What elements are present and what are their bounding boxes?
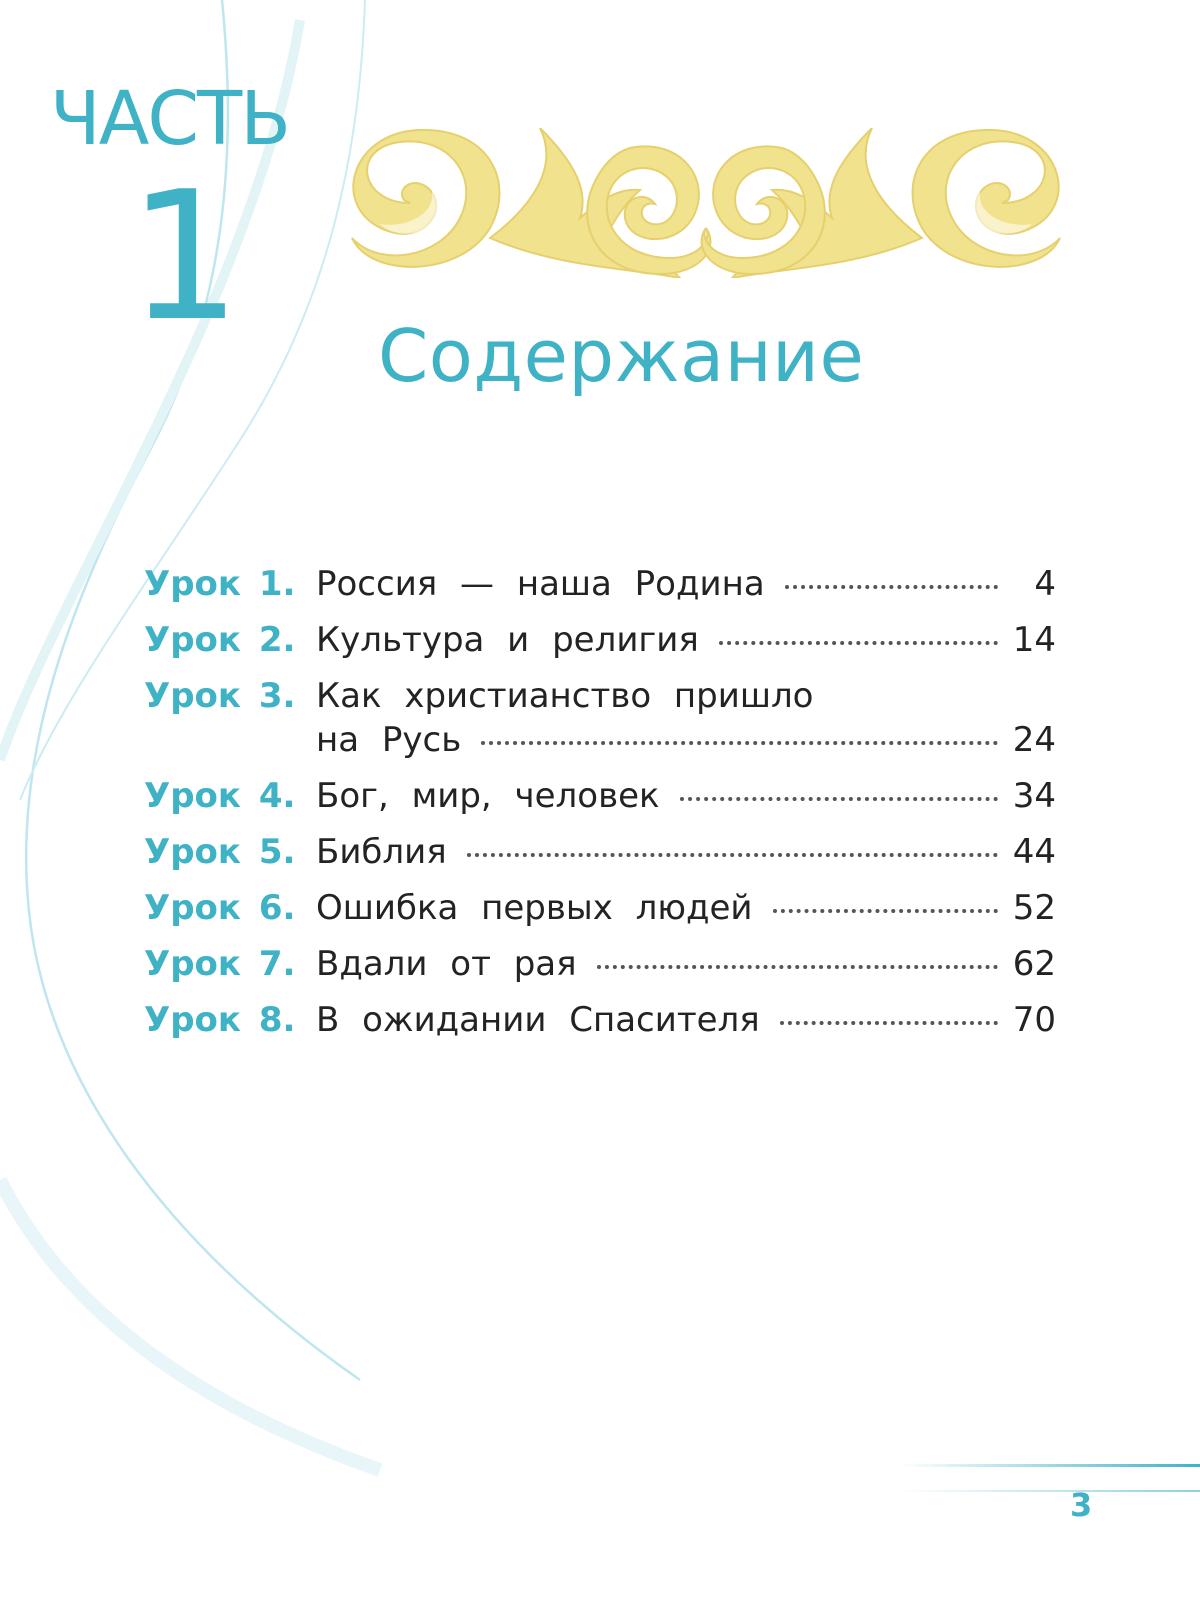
toc-lesson-label: Урок 5.: [144, 832, 296, 872]
part-number: 1: [128, 153, 242, 360]
toc-lesson-title: В ожидании Спасителя: [316, 1000, 760, 1040]
toc-page-number: 52: [1012, 888, 1056, 928]
toc-lesson-title: Библия: [316, 832, 447, 872]
toc-entry[interactable]: [144, 618, 1056, 662]
toc-dot-leader: [780, 1021, 998, 1025]
toc-lesson-label: Урок 1.: [144, 564, 296, 604]
toc-dot-leader: [467, 853, 998, 857]
toc-dot-leader: [719, 641, 998, 645]
toc-lesson-title: Бог, мир, человек: [316, 776, 660, 816]
toc-lesson-title: Россия — наша Родина: [316, 564, 765, 604]
toc-page-number: 70: [1012, 1000, 1056, 1040]
toc-entry[interactable]: [144, 774, 1056, 818]
baroque-scroll-ornament-icon: [340, 128, 1072, 278]
toc-entry[interactable]: [144, 998, 1056, 1042]
toc-dot-leader: [773, 909, 998, 913]
toc-entry[interactable]: [144, 886, 1056, 930]
toc-lesson-title: Как христианство пришло: [316, 676, 814, 716]
toc-lesson-title: Вдали от рая: [316, 944, 577, 984]
toc-entry[interactable]: [144, 942, 1056, 986]
toc-lesson-label: Урок 4.: [144, 776, 296, 816]
table-of-contents: [144, 562, 1056, 1054]
toc-dot-leader: [597, 965, 998, 969]
page-title: Содержание: [378, 314, 865, 398]
toc-dot-leader: [481, 741, 998, 745]
part-heading: ЧАСТЬ: [50, 76, 289, 162]
toc-dot-leader: [785, 585, 998, 589]
page-number: 3: [1070, 1486, 1093, 1524]
toc-lesson-title: Культура и религия: [316, 620, 699, 660]
toc-lesson-label: Урок 7.: [144, 944, 296, 984]
toc-entry[interactable]: [144, 830, 1056, 874]
toc-entry[interactable]: [144, 562, 1056, 606]
toc-page-number: 14: [1012, 620, 1056, 660]
toc-lesson-label: Урок 2.: [144, 620, 296, 660]
footer-divider-line: [900, 1458, 1200, 1494]
toc-page-number: 34: [1012, 776, 1056, 816]
toc-lesson-label: Урок 8.: [144, 1000, 296, 1040]
toc-lesson-title: на Русь: [316, 720, 462, 760]
toc-page-number: 4: [1034, 564, 1056, 604]
toc-lesson-title: Ошибка первых людей: [316, 888, 753, 928]
toc-page-number: 62: [1012, 944, 1056, 984]
toc-lesson-label: Урок 3.: [144, 676, 296, 716]
toc-dot-leader: [680, 797, 998, 801]
toc-page-number: 44: [1012, 832, 1056, 872]
toc-entry[interactable]: [144, 674, 1056, 762]
toc-page-number: 24: [1012, 720, 1056, 760]
toc-lesson-label: Урок 6.: [144, 888, 296, 928]
